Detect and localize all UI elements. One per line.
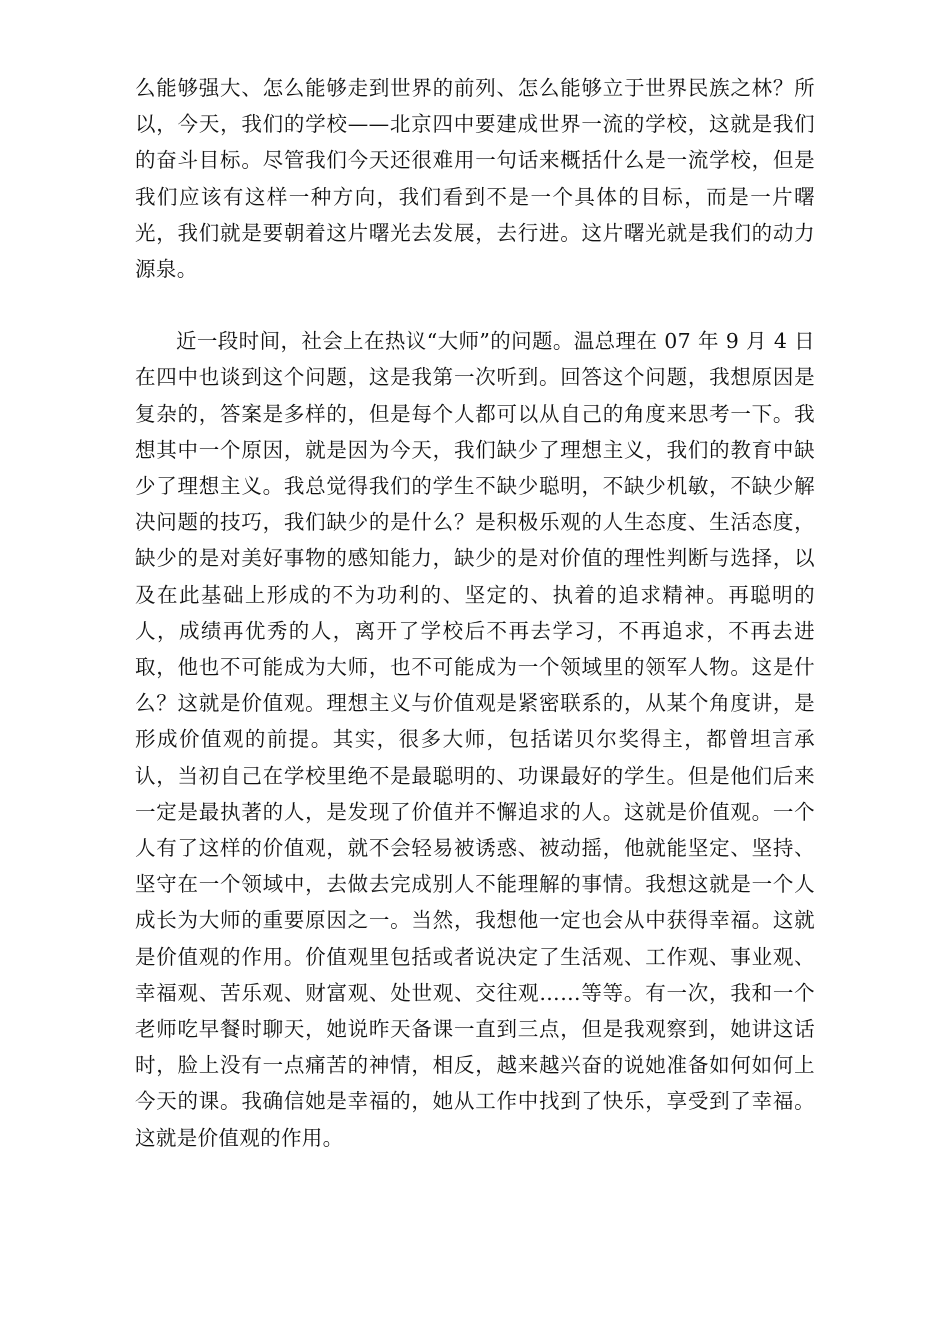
paragraph-spacer (135, 287, 815, 323)
paragraph-master-values: 近一段时间，社会上在热议“大师”的问题。温总理在 07 年 9 月 4 日在四中也谈到这个问题，这是我第一次听到。回答这个问题，我想原因是复杂的，答案是多样的，但是每个人都可以从自己的角度来思考一下。我想其中一个原因，就是因为今天，我们缺少了理想主义，我们的教育中缺少了理想主义。我总觉得我们的学生不缺少聪明，不缺少机敏，不缺少解决问题的技巧，我们缺少的是什么？是积极乐观的人生态度、生活态度，缺少的是对美好事物的感知能力，缺少的是对价值的理性判断与选择，以及在此基础上形成的不为功利的、坚定的、执着的追求精神。再聪明的人，成绩再优秀的人，离开了学校后不再去学习，不再追求，不再去进取，他也不可能成为大师，也不可能成为一个领域里的领军人物。这是什么？这就是价值观。理想主义与价值观是紧密联系的，从某个角度讲，是形成价值观的前提。其实，很多大师，包括诺贝尔奖得主，都曾坦言承认，当初自己在学校里绝不是最聪明的、功课最好的学生。但是他们后来一定是最执著的人，是发现了价值并不懈追求的人。这就是价值观。一个人有了这样的价值观，就不会轻易被诱惑、被动摇，他就能坚定、坚持、坚守在一个领域中，去做去完成别人不能理解的事情。我想这就是一个人成长为大师的重要原因之一。当然，我想他一定也会从中获得幸福。这就是价值观的作用。价值观里包括或者说决定了生活观、工作观、事业观、幸福观、苦乐观、财富观、处世观、交往观……等等。有一次，我和一个老师吃早餐时聊天，她说昨天备课一直到三点，但是我观察到，她讲这话时，脸上没有一点痛苦的神情，相反，越来越兴奋的说她准备如何如何上今天的课。我确信她是幸福的，她从工作中找到了快乐，享受到了幸福。这就是价值观的作用。 (135, 329, 815, 1150)
paragraph-continuation: 么能够强大、怎么能够走到世界的前列、怎么能够立于世界民族之林？所以，今天，我们的学校——北京四中要建成世界一流的学校，这就是我们的奋斗目标。尽管我们今天还很难用一句话来概括什么是一流学校，但是我们应该有这样一种方向，我们看到不是一个具体的目标，而是一片曙光，我们就是要朝着这片曙光去发展，去行进。这片曙光就是我们的动力源泉。 (135, 76, 815, 282)
